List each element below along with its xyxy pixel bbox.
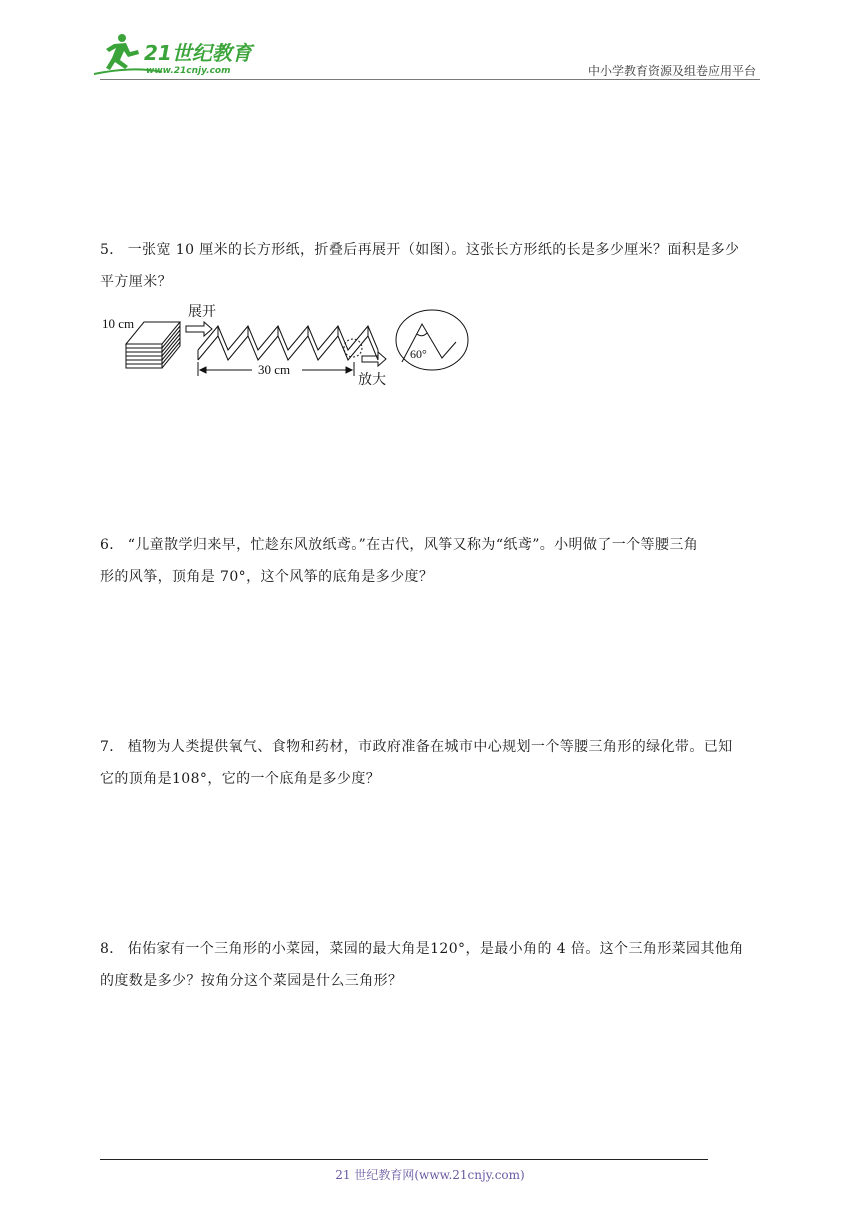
angle-label: 60° — [410, 347, 427, 361]
question-7 — [100, 731, 762, 795]
platform-name: 中小学教育资源及组卷应用平台 — [587, 64, 756, 78]
logo-url: www.21cnjy.com — [146, 66, 231, 76]
question-text-line1: 一张宽 10 厘米的长方形纸，折叠后再展开（如图）。这张长方形纸的长是多少厘米？面积是多少 — [127, 242, 740, 258]
question-6 — [100, 529, 762, 593]
length-label: 30 cm — [258, 362, 291, 377]
question-number: 6． — [100, 537, 124, 553]
zigzag-paper — [198, 326, 378, 360]
width-label: 10 cm — [102, 316, 135, 331]
page-header — [0, 0, 860, 90]
question-text-line2: 的度数是多少？按角分这个菜园是什么三角形？ — [100, 973, 403, 989]
footer-divider — [100, 1159, 708, 1160]
question-number: 8． — [100, 941, 124, 957]
question-text-line2: 平方厘米？ — [100, 274, 172, 290]
logo-21cnjy — [92, 30, 262, 78]
folded-paper-figure — [96, 300, 476, 396]
unfold-label: 展开 — [188, 304, 216, 320]
question-text-line2: 形的风筝，顶角是 70°，这个风筝的底角是多少度？ — [100, 569, 434, 585]
header-divider — [100, 79, 760, 80]
question-text-line1: 植物为人类提供氧气、食物和药材，市政府准备在城市中心规划一个等腰三角形的绿化带。已知 — [127, 739, 733, 755]
question-text-line1: 佑佑家有一个三角形的小菜园，菜园的最大角是120°，是最小角的 4 倍。这个三角形菜园其他角 — [127, 941, 744, 957]
question-8 — [100, 933, 762, 997]
zoom-arrow-icon — [362, 352, 386, 366]
question-number: 5． — [100, 242, 124, 258]
question-text-line1: “儿童散学归来早，忙趁东风放纸鸢。”在古代，风筝又称为“纸鸢”。小明做了一个等腰三角 — [127, 537, 699, 553]
unfold-arrow-icon — [186, 322, 212, 336]
footer-link[interactable]: 21 世纪教育网(www.21cnjy.com) — [335, 1168, 525, 1182]
zoom-label: 放大 — [358, 372, 386, 388]
question-text-line2: 它的顶角是108°，它的一个底角是多少度？ — [100, 771, 381, 787]
logo-text: 21世纪教育 — [144, 41, 252, 65]
enlarged-angle — [396, 310, 468, 370]
question-5 — [100, 234, 762, 298]
question-number: 7． — [100, 739, 124, 755]
